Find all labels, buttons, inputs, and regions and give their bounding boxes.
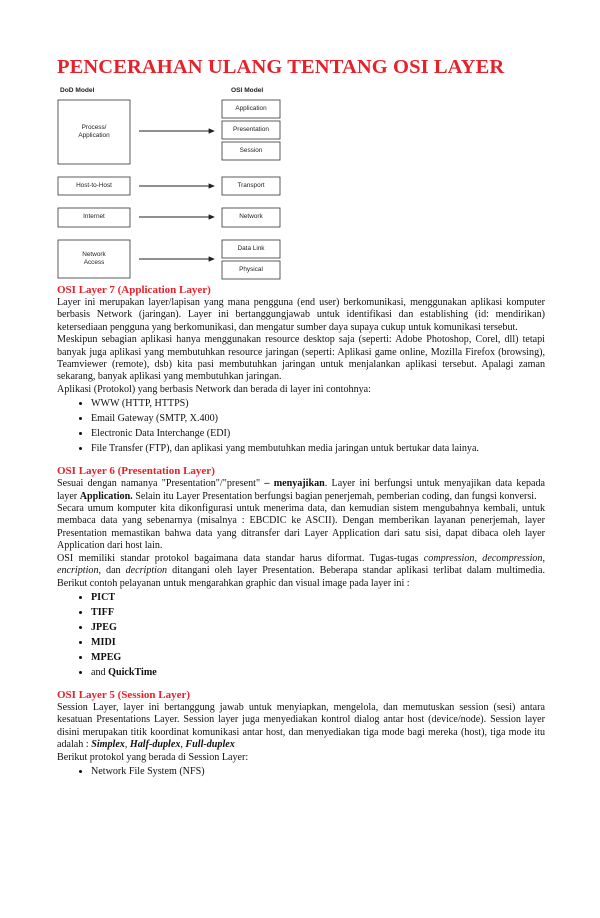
layer7-heading: OSI Layer 7 (Application Layer)	[57, 284, 211, 296]
dod-label-network: Network Access	[82, 251, 106, 266]
list-item: • File Transfer (FTP), dan aplikasi yang membutuhkan media jaringan untuk bertukar data lainya.	[91, 441, 545, 456]
diagram-shapes	[57, 84, 545, 280]
layer7-paragraph-2: Meskipun sebagian aplikasi hanya menggunakan resource desktop saja (seperti: Adobe Photoshop, Corel, dll) tetapi banyak juga aplikasi yang membutuhkan resource jaringan (seperti: Aplikasi game online, Mozilla Firefox (browsing), Teamviewer (remote), dsb) kita pasi membutuhkan jaringan untuk menjalankan aplikasi tersebut. Apalagi zaman sekarang, banyak aplikasi yang membutuhkan jaringan.	[57, 334, 545, 383]
layer6-paragraph-2: Secara umum komputer kita dikonfigurasi untuk menerima data, dan kemudian sistem mengubahnya kembali, untuk membaca data yang sebenarnya (misalnya : EBCDIC ke ASCII). Dengan memberikan layanan penerjemah, layer Presentation memastikan bahwa data yang ditransfer dari Layer Application dari satu sisi, dapat dibaca oleh layer Application dari host lain.	[57, 503, 545, 552]
section-layer6	[57, 465, 545, 680]
page-title: PENCERAHAN ULANG TENTANG OSI LAYER	[57, 56, 505, 78]
osi-label-application: Application	[235, 105, 267, 112]
layer7-list	[57, 396, 545, 456]
layer6-list	[57, 590, 545, 680]
osi-header: OSI Model	[231, 87, 264, 94]
osi-label-datalink: Data Link	[237, 245, 265, 252]
dod-osi-diagram	[57, 84, 545, 280]
dod-label-internet: Internet	[83, 213, 105, 220]
layer6-paragraph-1: Sesuai dengan namanya "Presentation"/"present" – menyajikan. Layer ini berfungsi untuk menyajikan data kepada layer Application. Selain itu Layer Presentation berfungsi bagian penerjemah, pemberian coding, dan fungsi konversi.	[57, 478, 545, 502]
list-item: • WWW (HTTP, HTTPS)	[91, 396, 545, 411]
layer6-heading: OSI Layer 6 (Presentation Layer)	[57, 465, 215, 478]
osi-label-transport: Transport	[237, 182, 265, 189]
list-item: • Electronic Data Interchange (EDI)	[91, 426, 545, 441]
list-item: • Network File System (NFS)	[91, 764, 545, 779]
list-item: • PICT	[91, 590, 545, 605]
dod-label-host: Host-to-Host	[76, 182, 112, 189]
section-layer5	[57, 689, 545, 779]
layer7-paragraph-3: Aplikasi (Protokol) yang berbasis Network dan berada di layer ini contohnya:	[57, 383, 371, 395]
osi-label-physical: Physical	[239, 266, 263, 273]
osi-label-presentation: Presentation	[233, 126, 269, 133]
list-item: • MPEG	[91, 650, 545, 665]
dod-label-process: Process/ Application	[78, 124, 110, 139]
layer7-paragraph-1: Layer ini merupakan layer/lapisan yang mana pengguna (end user) berkomunikasi, menggunakan aplikasi komputer berbasis Network (jaringan). Layer ini bertanggungjawab untuk identifikasi dan establishing (id: mendirikan) ketersediaan pengguna yang berkomunikasi, dan mengatur sumber daya supaya cukup untuk komunikasi tersebut.	[57, 297, 545, 333]
osi-label-session: Session	[239, 147, 263, 154]
document-page	[57, 54, 545, 779]
section-layer7	[57, 284, 545, 456]
list-item: • JPEG	[91, 620, 545, 635]
layer5-list	[57, 764, 545, 779]
list-item: • and QuickTime	[91, 665, 545, 680]
layer5-heading: OSI Layer 5 (Session Layer)	[57, 688, 191, 701]
layer5-paragraph-1: Session Layer, layer ini bertanggung jawab untuk menyiapkan, mengelola, dan memutuskan session (sesi) antara kesatuan Presentations Layer. Session layer juga menyediakan kontrol dialog antar host (device/node). Session layer disini merupakan titik koordinat komunikasi antar host, dan menyediakan tiga mode bagi mereka (host), tiga mode itu adalah : Simplex, Half-duplex, Full-duplex	[57, 701, 545, 751]
osi-label-network: Network	[239, 213, 263, 220]
layer6-paragraph-3: OSI memiliki standar protokol bagaimana data standar harus diformat. Tugas-tugas compression, decompression, encription, dan decription ditangani oleh layer Presentation. Beberapa standar aplikasi terlibat dalam multimedia. Berikut contoh pelayanan untuk mengarahkan graphic dan visual image pada layer ini :	[57, 552, 546, 589]
layer5-paragraph-2: Berikut protokol yang berada di Session Layer:	[57, 751, 249, 763]
dod-header: DoD Model	[60, 87, 95, 94]
list-item: • MIDI	[91, 635, 545, 650]
list-item: • TIFF	[91, 605, 545, 620]
list-item: • Email Gateway (SMTP, X.400)	[91, 411, 545, 426]
